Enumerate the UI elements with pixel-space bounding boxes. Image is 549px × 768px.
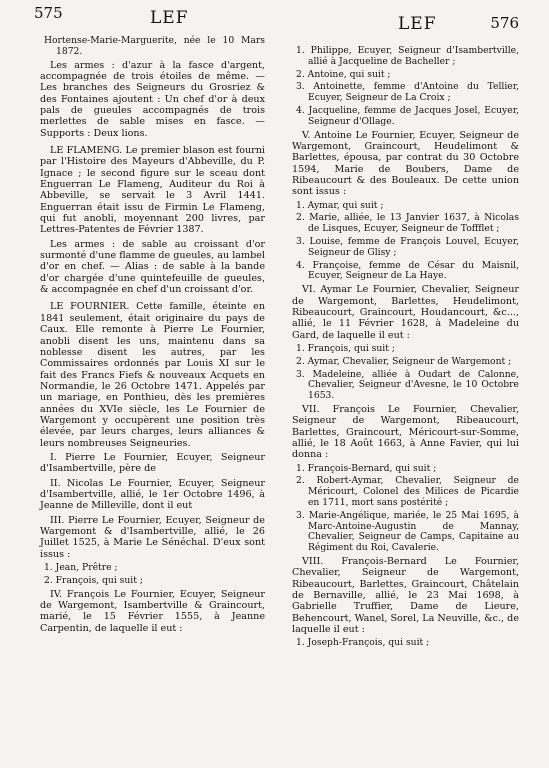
paragraph: Les armes : de sable au croissant d'or surmonté d'une flamme de gueules, au lambel d'or en chef. — Alias : de sable à la bande d'or chargée d'une quintefeuille de gueules, & accompagnée en chef d'un croissant d'or. [40,238,265,296]
paragraph: VII. François Le Fournier, Chevalier, Seigneur de Wargemont, Ribeaucourt, Barlettes, Graincourt, Méricourt-sur-Somme, allié, le 18 Août 1663, à Anne Favier, qui lui donna : [292,403,519,461]
list-item: 3. Antoinette, femme d'Antoine du Tellier, Ecuyer, Seigneur de La Croix ; [296,81,519,104]
left-running-header: LEF [150,8,189,28]
list-item: Hortense-Marie-Marguerite, née le 10 Mars 1872. [44,35,265,57]
right-column [292,46,519,651]
list-item: 4. Françoise, femme de César du Maisnil, Ecuyer, Seigneur de La Haye. [296,259,519,282]
right-page-number: 576 [490,14,519,32]
list-item: 3. Louise, femme de François Louvel, Ecuyer, Seigneur de Glisy ; [296,236,519,258]
left-page-number: 575 [34,4,63,22]
paragraph: I. Pierre Le Fournier, Ecuyer, Seigneur d'Isambertville, père de [40,451,265,475]
list-item: 3. Madeleine, alliée à Oudart de Calonne, Chevalier, Seigneur d'Avesne, le 10 Octobre 1653. [296,368,519,402]
paragraph: V. Antoine Le Fournier, Ecuyer, Seigneur de Wargemont, Graincourt, Heudelimont & Barlettes, épousa, par contrat du 30 Octobre 1594, Marie de Boubers, Dame de Ribeaucourt & des Bouleaux. De cette union sont issus : [292,129,519,198]
paragraph: VIII. François-Bernard Le Fournier, Chevalier, Seigneur de Wargemont, Ribeaucourt, Barlettes, Graincourt, Châtelain de Bernaville, allié, le 23 Mai 1698, à Gabrielle Truffier, Dame de Lieure, Behencourt, Wanel, Sorel, La Neuville, &c., de laquelle il eut : [292,556,519,636]
list-item: 1. Joseph-François, qui suit ; [296,637,430,649]
entry-paragraph: LE FLAMENG. Le premier blason est fourni par l'Histoire des Mayeurs d'Abbeville, du P. Ignace ; le second figure sur le sceau dont Enguerran Le Flameng, Auditeur du Roi à Abbeville, se servait le 3 Avril 1441. Enguerran était issu de Firmin Le Flameng, qui fut anobli, moyennant 200 livres, par Lettres-Patentes de Février 1387. [40,145,265,236]
list-item: 1. François, qui suit ; [296,342,395,354]
list-item: 2. Aymar, Chevalier, Seigneur de Wargemont ; [296,355,512,367]
paragraph: VI. Aymar Le Fournier, Chevalier, Seigneur de Wargemont, Barlettes, Heudelimont, Ribeaucourt, Graincourt, Houdancourt, &c..., allié, le 11 Février 1628, à Madeleine du Gard, de laquelle il eut : [292,284,519,341]
list-item: 4. Jacqueline, femme de Jacques Josel, Ecuyer, Seigneur d'Ollage. [296,104,519,127]
paragraph: III. Pierre Le Fournier, Ecuyer, Seigneur de Wargemont & d'Isambertville, allié, le 26 Juillet 1525, à Marie Le Sénéchal. D'eux sont issus : [40,514,265,560]
list-item: 1. Jean, Prêtre ; [44,562,118,574]
entry-paragraph: LE FOURNIER. Cette famille, éteinte en 1841 seulement, était originaire du pays de Caux. Elle remonte à Pierre Le Fournier, anobli disent les uns, maintenu dans sa noblesse disent les autres, par les Commissaires ordonnés par Louis XI sur le fait des Francs Fiefs & nouveaux Acquets en Normandie, le 26 Octobre 1471. Appelés par un mariage, en Ponthieu, dès les premières années du XVIe siècle, les Le Fournier de Wargemont y occupèrent une position très élevée, par leurs charges, leurs alliances & leurs nombreuses Seigneuries. [40,301,265,449]
paragraph: IV. François Le Fournier, Ecuyer, Seigneur de Wargemont, Isambertville & Graincourt, marié, le 15 Février 1555, à Jeanne Carpentin, de laquelle il eut : [40,588,265,634]
list-item: 1. François-Bernard, qui suit ; [296,462,437,474]
left-column [40,36,265,637]
list-item: 2. Antoine, qui suit ; [296,68,391,80]
list-item: 2. Marie, alliée, le 13 Janvier 1637, à Nicolas de Lisques, Ecuyer, Seigneur de Toffflet ; [296,212,519,235]
list-item: 1. Philippe, Ecuyer, Seigneur d'Isambertville, allié à Jacqueline de Bacheller ; [296,45,519,67]
list-item: 3. Marie-Angélique, mariée, le 25 Mai 1695, à Marc-Antoine-Augustin de Mannay, Chevalier, Seigneur de Camps, Capitaine au Régiment du Roi, Cavalerie. [296,509,519,554]
list-item: 2. François, qui suit ; [44,574,143,586]
paragraph: II. Nicolas Le Fournier, Ecuyer, Seigneur d'Isambertville, allié, le 1er Octobre 1496, à Jeanne de Milleville, dont il eut [40,477,265,512]
right-running-header: LEF [398,14,437,34]
list-item: 1. Aymar, qui suit ; [296,199,384,211]
list-item: 2. Robert-Aymar, Chevalier, Seigneur de Méricourt, Colonel des Milices de Picardie en 1711, mort sans postérité ; [296,475,519,509]
paragraph: Les armes : d'azur à la fasce d'argent, accompagnée de trois étoiles de même. — Les branches des Seigneurs du Grosriez & des Fontaines ajoutent : Un chef d'or à deux pals de gueules accompagnés de trois merlettes de sable mises en fasce. — Supports : Deux lions. [40,59,265,139]
